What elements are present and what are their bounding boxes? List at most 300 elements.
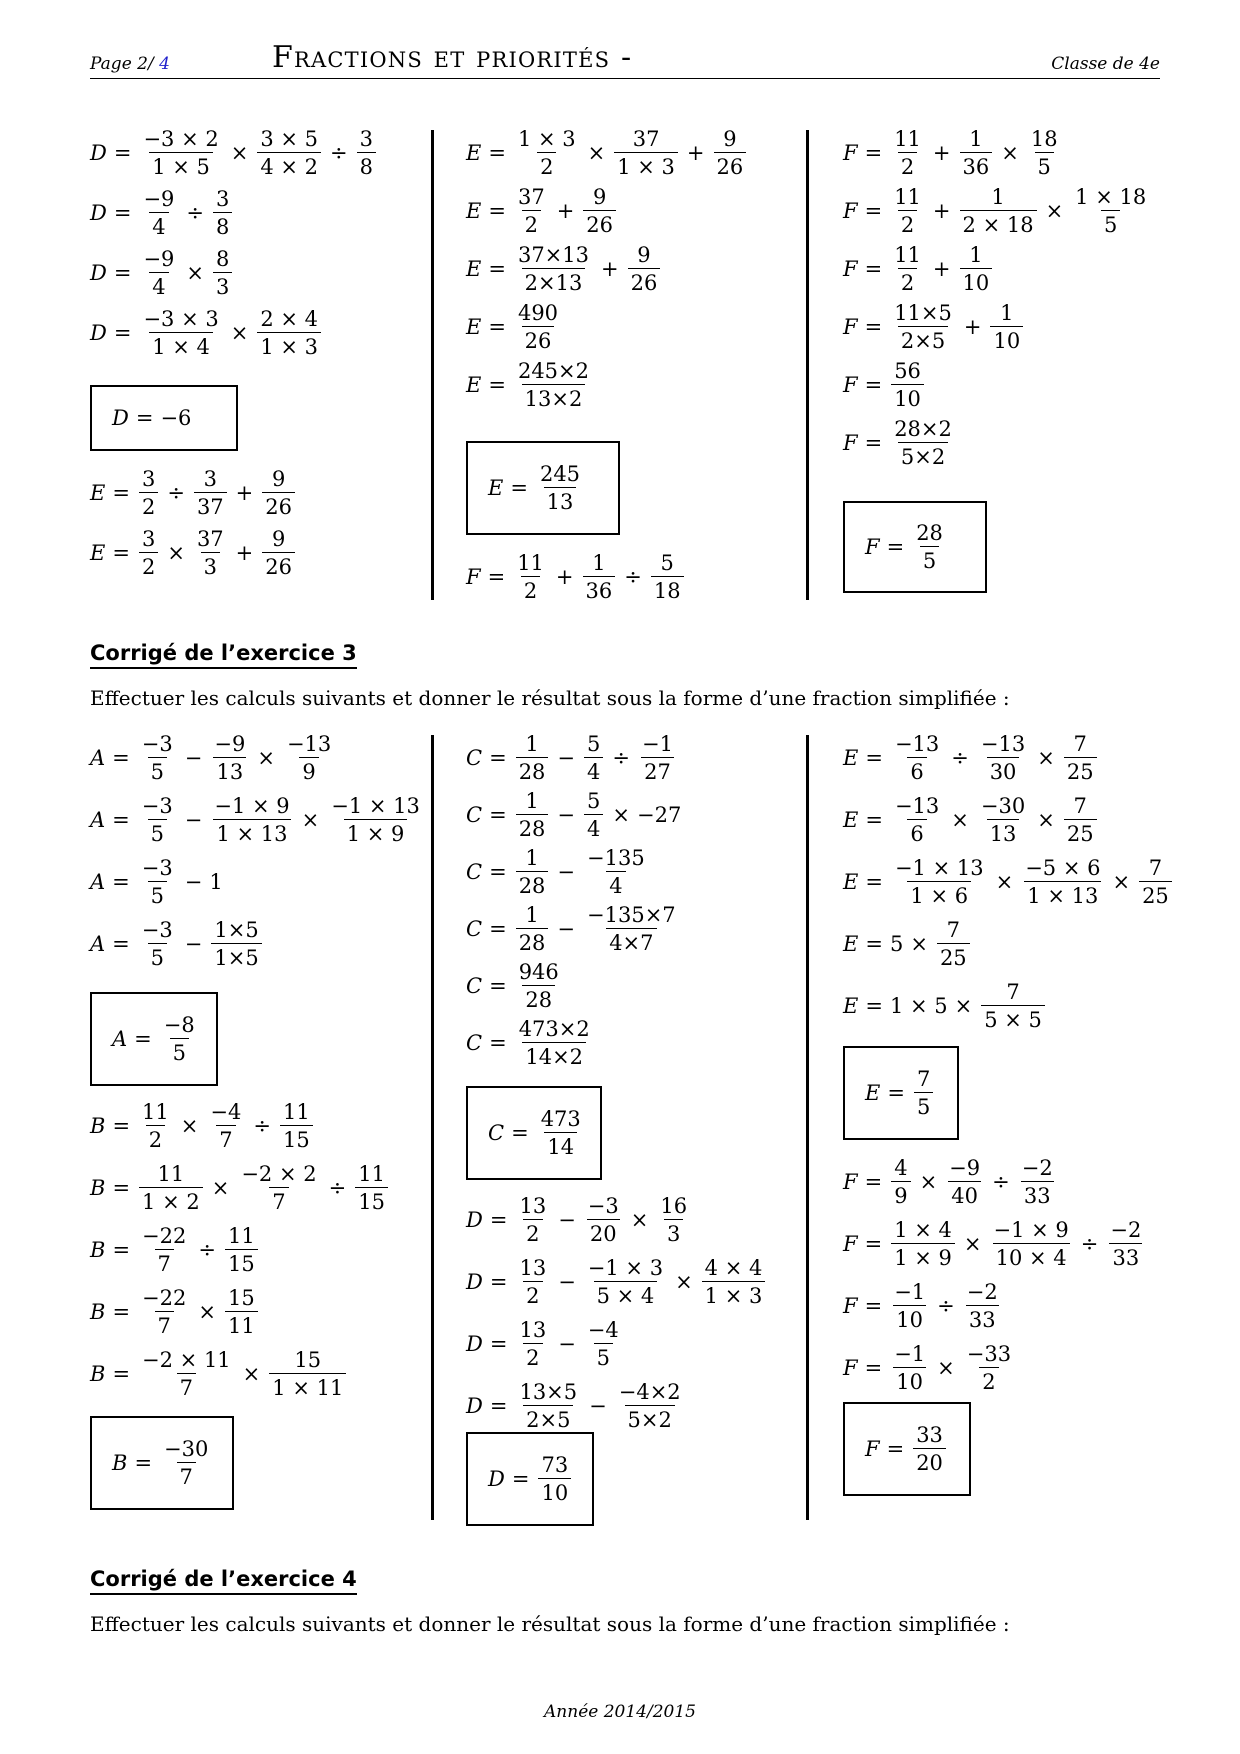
- variable: E: [466, 257, 482, 281]
- operator: ×: [937, 1356, 955, 1380]
- variable: F: [843, 257, 858, 281]
- fraction: [139, 467, 158, 519]
- fraction: [257, 127, 321, 179]
- fraction: [891, 1280, 928, 1332]
- operator: −: [558, 1208, 576, 1232]
- denominator: 10: [538, 1478, 571, 1505]
- fraction: [262, 467, 295, 519]
- equals-sign: =: [489, 974, 507, 998]
- operator: −: [184, 870, 203, 894]
- fraction: [516, 1318, 549, 1370]
- numerator: −5 × 6: [1025, 856, 1101, 880]
- equation-line: [843, 1340, 1016, 1396]
- fraction: [139, 527, 158, 579]
- operator: ×: [1037, 746, 1055, 770]
- numerator: −1: [894, 1280, 926, 1304]
- operator: −: [557, 746, 576, 770]
- column-divider: [431, 130, 434, 600]
- equals-sign: =: [864, 431, 883, 455]
- variable: C: [488, 1121, 505, 1145]
- denominator: 10: [990, 326, 1023, 353]
- numerator: −2: [966, 1280, 998, 1304]
- equals-sign: =: [865, 994, 883, 1018]
- numerator: 1: [991, 185, 1005, 209]
- equation-line: [466, 1316, 624, 1372]
- equals-sign: =: [488, 315, 506, 339]
- operator: +: [235, 541, 254, 565]
- numerator: 18: [1030, 127, 1058, 151]
- fraction: [981, 980, 1045, 1032]
- fraction: [538, 1107, 584, 1159]
- operator: ×: [301, 808, 320, 832]
- numerator: 11×5: [894, 301, 952, 325]
- variable: B: [90, 1176, 106, 1200]
- fraction: [1064, 732, 1097, 784]
- denominator: 5: [920, 546, 939, 573]
- operator: −: [557, 917, 576, 941]
- operator: ×: [257, 746, 275, 770]
- numerator: 11: [517, 551, 544, 575]
- numerator: 8: [216, 247, 230, 271]
- fraction: [891, 1218, 955, 1270]
- denominator: 1 × 2: [139, 1187, 203, 1214]
- operator: ÷: [328, 1176, 347, 1200]
- fraction: [284, 732, 334, 784]
- equals-sign: =: [135, 406, 154, 430]
- numerator: 1 × 18: [1075, 185, 1147, 209]
- operator: ×: [675, 1270, 693, 1294]
- operator: ×: [612, 803, 631, 827]
- numerator: 56: [894, 359, 921, 383]
- equation-line: [90, 185, 234, 241]
- operator: ×: [954, 994, 973, 1018]
- numerator: 5: [587, 732, 601, 756]
- variable: B: [90, 1300, 106, 1324]
- operator: ×: [910, 932, 928, 956]
- denominator: 28: [522, 985, 555, 1012]
- fraction: [139, 1100, 172, 1152]
- fraction: [1139, 856, 1172, 908]
- denominator: 4: [149, 272, 168, 299]
- operator: ÷: [951, 746, 969, 770]
- numerator: 1: [969, 127, 983, 151]
- denominator: 1 × 3: [257, 332, 321, 359]
- equals-sign: =: [864, 315, 883, 339]
- numerator: 11: [227, 1224, 255, 1248]
- denominator: 25: [937, 943, 970, 970]
- equation-line: [843, 241, 994, 297]
- numerator: −2 × 2: [241, 1162, 317, 1186]
- page-total-link[interactable]: 4: [159, 54, 170, 74]
- fraction: [891, 1156, 910, 1208]
- fraction: [225, 1224, 258, 1276]
- numerator: −1: [894, 1342, 926, 1366]
- operator: ÷: [624, 565, 642, 589]
- variable: F: [843, 199, 858, 223]
- equals-sign: =: [489, 917, 507, 941]
- denominator: 1 × 11: [269, 1373, 346, 1400]
- operator: ÷: [612, 746, 631, 770]
- fraction: [584, 846, 648, 898]
- denominator: 7: [155, 1249, 174, 1276]
- operator: ×: [180, 1114, 199, 1138]
- operator: +: [932, 199, 951, 223]
- fraction: [964, 1280, 1001, 1332]
- numerator: 9: [271, 527, 286, 551]
- fraction: [892, 732, 942, 784]
- equals-sign: =: [886, 1437, 905, 1461]
- equation-line: [466, 241, 662, 297]
- equation-line: [466, 1015, 595, 1071]
- denominator: 2: [523, 1281, 542, 1308]
- denominator: 7: [216, 1125, 235, 1152]
- numerator: −1 × 9: [214, 794, 290, 818]
- equation-line: [843, 357, 926, 413]
- denominator: 9: [299, 757, 318, 784]
- fraction: [1064, 794, 1097, 846]
- numerator: −8: [163, 1013, 195, 1037]
- equals-sign: =: [134, 1451, 153, 1475]
- variable: E: [865, 1081, 881, 1105]
- operator: ×: [211, 1176, 230, 1200]
- numerator: 3: [359, 127, 373, 151]
- denominator: 13: [213, 757, 246, 784]
- denominator: 2: [523, 1343, 542, 1370]
- exercise-4-instruction: Effectuer les calculs suivants et donner le résultat sous la forme d’une fraction simplifiée :: [90, 1612, 1010, 1636]
- denominator: 25: [1064, 757, 1097, 784]
- fraction: [657, 1194, 690, 1246]
- fraction: [516, 1194, 549, 1246]
- fraction: [140, 187, 177, 239]
- numerator: 37×13: [517, 243, 589, 267]
- denominator: 5: [914, 1092, 933, 1119]
- operator: −: [557, 803, 576, 827]
- numerator: 3: [203, 467, 217, 491]
- denominator: 26: [628, 268, 661, 295]
- fraction: [139, 732, 176, 784]
- result-box: [90, 992, 218, 1086]
- variable: F: [843, 141, 858, 165]
- denominator: 15: [280, 1125, 313, 1152]
- numerator: 245×2: [517, 359, 589, 383]
- numerator: 15: [294, 1348, 322, 1372]
- numerator: 11: [157, 1162, 185, 1186]
- variable: F: [466, 565, 481, 589]
- fraction: [516, 1380, 580, 1432]
- numerator: 1: [592, 551, 606, 575]
- equation-line: [90, 916, 264, 972]
- fraction: [892, 794, 942, 846]
- equation-line: [466, 787, 681, 843]
- equals-sign: =: [489, 1332, 508, 1356]
- fraction: [583, 551, 616, 603]
- numerator: 1 × 3: [517, 127, 576, 151]
- equals-sign: =: [864, 1170, 883, 1194]
- numerator: −3 × 2: [143, 127, 219, 151]
- numerator: −1 × 3: [587, 1256, 664, 1280]
- operator: −: [558, 1270, 576, 1294]
- term: −6: [160, 406, 192, 430]
- variable: B: [90, 1238, 106, 1262]
- variable: C: [466, 803, 483, 827]
- numerator: 3 × 5: [260, 127, 318, 151]
- equals-sign: =: [864, 1232, 883, 1256]
- fraction: [913, 1423, 946, 1475]
- denominator: 2×5: [898, 326, 948, 353]
- numerator: −9: [214, 732, 246, 756]
- variable: B: [112, 1451, 128, 1475]
- equals-sign: =: [112, 1114, 131, 1138]
- numerator: 2 × 4: [260, 307, 318, 331]
- equation-line: [843, 415, 957, 471]
- operator: +: [555, 565, 574, 589]
- numerator: 5: [660, 551, 674, 575]
- exercise-4-title: Corrigé de l’exercice 4: [90, 1566, 357, 1595]
- variable: E: [466, 199, 482, 223]
- equation-line: [90, 1160, 390, 1216]
- numerator: 473×2: [518, 1017, 590, 1041]
- variable: D: [466, 1208, 483, 1232]
- numerator: −1 × 9: [993, 1218, 1069, 1242]
- variable: C: [466, 860, 483, 884]
- denominator: 11: [225, 1311, 258, 1338]
- variable: B: [90, 1114, 106, 1138]
- fraction: [990, 1218, 1071, 1270]
- fraction: [639, 732, 676, 784]
- fraction: [194, 467, 227, 519]
- operator: ×: [587, 141, 606, 165]
- fraction: [207, 1100, 244, 1152]
- variable: D: [466, 1332, 483, 1356]
- operator: ÷: [186, 201, 205, 225]
- top-col-3: [843, 125, 1173, 605]
- variable: E: [466, 315, 482, 339]
- term: 1: [209, 870, 223, 894]
- variable: C: [466, 917, 483, 941]
- numerator: 11: [358, 1162, 385, 1186]
- variable: E: [90, 481, 106, 505]
- numerator: 9: [637, 243, 651, 267]
- variable: D: [488, 1467, 505, 1491]
- numerator: −4×2: [618, 1380, 681, 1404]
- fraction: [139, 1162, 203, 1214]
- ex3-col-3: [843, 730, 1183, 1520]
- fraction: [585, 1256, 666, 1308]
- denominator: 26: [262, 492, 295, 519]
- operator: +: [556, 199, 575, 223]
- equals-sign: =: [113, 141, 132, 165]
- denominator: 5: [594, 1343, 613, 1370]
- variable: E: [843, 746, 859, 770]
- fraction: [628, 243, 661, 295]
- fraction: [960, 185, 1037, 237]
- numerator: 73: [541, 1453, 569, 1477]
- numerator: 28×2: [894, 417, 952, 441]
- operator: −: [184, 932, 203, 956]
- variable: A: [112, 1027, 128, 1051]
- denominator: 26: [714, 152, 747, 179]
- numerator: 245: [539, 462, 581, 486]
- numerator: −2: [1110, 1218, 1142, 1242]
- operator: +: [932, 141, 951, 165]
- denominator: 3: [664, 1219, 683, 1246]
- operator: ÷: [330, 141, 348, 165]
- denominator: 13×2: [522, 384, 586, 411]
- fraction: [585, 1318, 622, 1370]
- denominator: 1 × 13: [1024, 881, 1101, 908]
- fraction: [516, 1017, 593, 1069]
- page-footer: Année 2014/2015: [544, 1702, 696, 1722]
- variable: D: [466, 1394, 483, 1418]
- numerator: −13: [980, 732, 1026, 756]
- fraction: [651, 551, 684, 603]
- denominator: 2: [139, 552, 158, 579]
- numerator: 11: [142, 1100, 169, 1124]
- numerator: 946: [518, 960, 559, 984]
- fraction: [946, 1156, 983, 1208]
- denominator: 2: [898, 268, 917, 295]
- denominator: 25: [1064, 819, 1097, 846]
- equals-sign: =: [488, 257, 506, 281]
- numerator: 1: [1000, 301, 1014, 325]
- equals-sign: =: [865, 746, 883, 770]
- denominator: 1 × 6: [907, 881, 971, 908]
- fraction: [213, 247, 232, 299]
- equals-sign: =: [489, 746, 507, 770]
- fraction: [937, 918, 970, 970]
- variable: F: [843, 373, 858, 397]
- term: 5: [889, 932, 904, 956]
- operator: ×: [995, 870, 1014, 894]
- denominator: 2: [898, 210, 917, 237]
- variable: F: [843, 1356, 858, 1380]
- class-label: Classe de 4e: [1051, 54, 1160, 74]
- fraction: [584, 903, 679, 955]
- variable: F: [843, 1170, 858, 1194]
- numerator: 473: [540, 1107, 581, 1131]
- fraction: [914, 1067, 933, 1119]
- operator: −: [558, 1332, 576, 1356]
- numerator: 7: [1073, 794, 1087, 818]
- result-box: [466, 1086, 602, 1180]
- variable: E: [466, 373, 482, 397]
- denominator: 2: [523, 1219, 542, 1246]
- denominator: 5 × 4: [594, 1281, 658, 1308]
- equation-line: [466, 549, 686, 605]
- equation-line: [843, 125, 1063, 181]
- equals-sign: =: [488, 141, 506, 165]
- denominator: 40: [948, 1181, 981, 1208]
- result-box: [843, 1046, 959, 1140]
- equation-line: [843, 1216, 1146, 1272]
- fraction: [269, 1348, 346, 1400]
- numerator: 1: [525, 846, 539, 870]
- denominator: 5×2: [898, 442, 948, 469]
- header-rule: [90, 78, 1160, 79]
- denominator: 6: [907, 757, 926, 784]
- equation-line: [843, 183, 1151, 239]
- fraction: [584, 789, 603, 841]
- numerator: 1: [525, 903, 539, 927]
- variable: C: [466, 1031, 483, 1055]
- fraction: [614, 127, 678, 179]
- equals-sign: =: [489, 860, 507, 884]
- equals-sign: =: [112, 1362, 131, 1386]
- fraction: [211, 794, 292, 846]
- fraction: [583, 185, 616, 237]
- numerator: 37: [517, 185, 545, 209]
- operator: ×: [963, 1232, 982, 1256]
- top-col-2: [466, 125, 796, 605]
- denominator: 28: [516, 871, 549, 898]
- denominator: 33: [1109, 1243, 1142, 1270]
- variable: F: [843, 1232, 858, 1256]
- variable: B: [90, 1362, 106, 1386]
- equation-line: [843, 792, 1099, 848]
- numerator: 1: [525, 789, 539, 813]
- denominator: 37: [194, 492, 227, 519]
- denominator: 33: [966, 1305, 999, 1332]
- fraction: [891, 185, 924, 237]
- denominator: 5: [148, 757, 167, 784]
- denominator: 4: [584, 814, 603, 841]
- equation-line: [90, 525, 297, 581]
- equation-line: [466, 1192, 692, 1248]
- equation-line: [90, 245, 234, 301]
- numerator: 7: [946, 918, 960, 942]
- numerator: 9: [723, 127, 737, 151]
- numerator: −30: [980, 794, 1026, 818]
- variable: D: [90, 261, 107, 285]
- denominator: 8: [213, 212, 232, 239]
- operator: −: [589, 1394, 607, 1418]
- denominator: 5: [170, 1038, 189, 1065]
- document-title: Fractions et priorités -: [272, 40, 633, 75]
- result-box: [843, 501, 987, 593]
- denominator: 10: [893, 1367, 926, 1394]
- operator: ×: [1112, 870, 1131, 894]
- operator: ×: [1001, 141, 1019, 165]
- result-box: [466, 441, 620, 535]
- operator: +: [686, 141, 705, 165]
- numerator: 13: [519, 1318, 547, 1342]
- operator: −: [184, 808, 203, 832]
- denominator: 5 × 5: [981, 1005, 1045, 1032]
- numerator: −9: [949, 1156, 981, 1180]
- operator: ×: [951, 808, 969, 832]
- denominator: 26: [583, 210, 616, 237]
- denominator: 28: [516, 814, 549, 841]
- variable: D: [112, 406, 129, 430]
- fraction: [140, 247, 177, 299]
- equals-sign: =: [112, 932, 130, 956]
- fraction: [913, 521, 946, 573]
- operator: ÷: [253, 1114, 271, 1138]
- equals-sign: =: [112, 481, 130, 505]
- operator: +: [932, 257, 951, 281]
- column-divider: [806, 130, 809, 600]
- fraction: [538, 1453, 571, 1505]
- denominator: 4 × 2: [257, 152, 321, 179]
- equation-line: [90, 1346, 348, 1402]
- denominator: 10: [960, 268, 993, 295]
- fraction: [978, 732, 1028, 784]
- equals-sign: =: [864, 257, 883, 281]
- equals-sign: =: [113, 321, 132, 345]
- variable: F: [843, 1294, 858, 1318]
- denominator: 13: [544, 487, 577, 514]
- fraction: [357, 127, 376, 179]
